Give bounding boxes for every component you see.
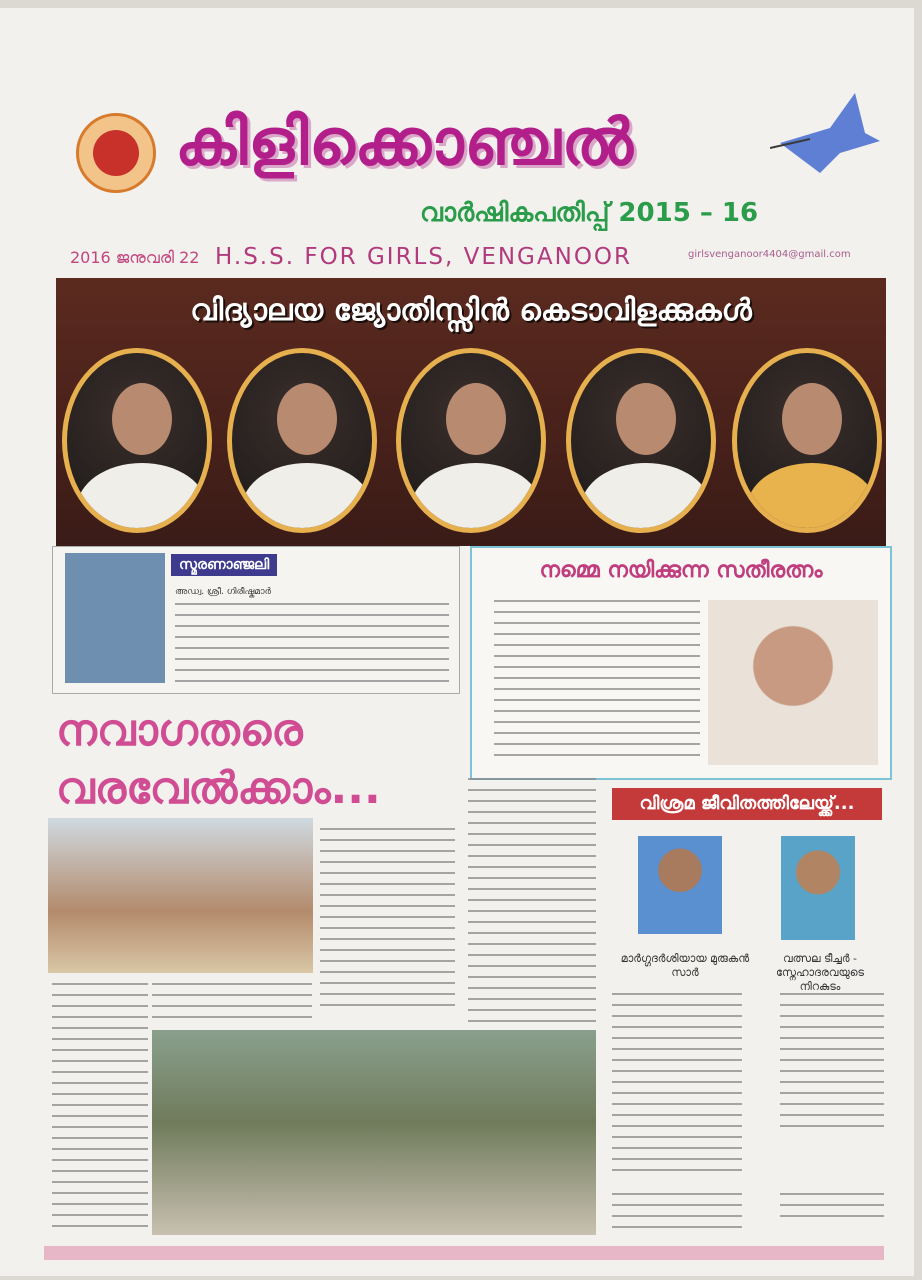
portrait-photo [62,348,212,533]
article-text [152,983,312,1025]
leader-photo [708,600,878,765]
assembly-photo [152,1030,596,1235]
newspaper-page [0,8,914,1276]
tribute-box [52,546,460,694]
masthead-subtitle: വാർഷികപതിപ്പ് 2015 – 16 [420,198,759,228]
tribute-photo [65,553,165,683]
school-email: girlsvenganoor4404@gmail.com [688,249,851,260]
article-text [468,778,596,1023]
tribute-text [175,603,449,683]
retirement-text [612,1193,742,1231]
issue-date: 2016 ജനുവരി 22 [70,248,200,267]
portrait-photo [396,348,546,533]
school-emblem-logo [76,113,156,193]
leader-heading: നമ്മെ നയിക്കുന്ന സതീരത്നം [539,558,823,583]
retirement-heading: വിശ്രമ ജീവിതത്തിലേയ്ക്ക്... [612,788,882,820]
welcome-headline-line1: നവാഗതരെ [56,705,303,756]
masthead-title: കിളിക്കൊഞ്ചൽ [175,106,634,180]
retiree-caption: വത്സല ടീച്ചർ - സ്നേഹാദരവയുടെ നിറകുടം [775,952,865,993]
school-building-photo [48,818,313,973]
retiree-photo [638,836,722,934]
leader-text [494,600,700,764]
retiree-photo [781,836,855,940]
portrait-photo [732,348,882,533]
portrait-photo [566,348,716,533]
welcome-headline-line2: വരവേൽക്കാം... [56,763,381,814]
school-name: H.S.S. FOR GIRLS, VENGANOOR [215,244,633,270]
article-text [320,828,455,1008]
retirement-text [612,993,742,1173]
article-text [52,983,148,1233]
bird-icon [770,73,890,173]
retirement-text [780,993,884,1133]
leader-box [470,546,892,780]
banner-title: വിദ്യാലയ ജ്യോതിസ്സിൻ കെടാവിളക്കുകൾ [190,293,752,328]
retirement-text [780,1193,884,1218]
founders-banner [56,278,886,546]
retiree-caption: മാർഗ്ഗദർശിയായ മുരുകൻ സാർ [620,952,750,979]
footer-strip [44,1246,884,1260]
tribute-heading: സ്മരണാഞ്ജലി [171,554,277,576]
portrait-photo [227,348,377,533]
tribute-name: അഡ്വ. ശ്രീ. ഗിരീഷ്കുമാർ [175,587,271,597]
